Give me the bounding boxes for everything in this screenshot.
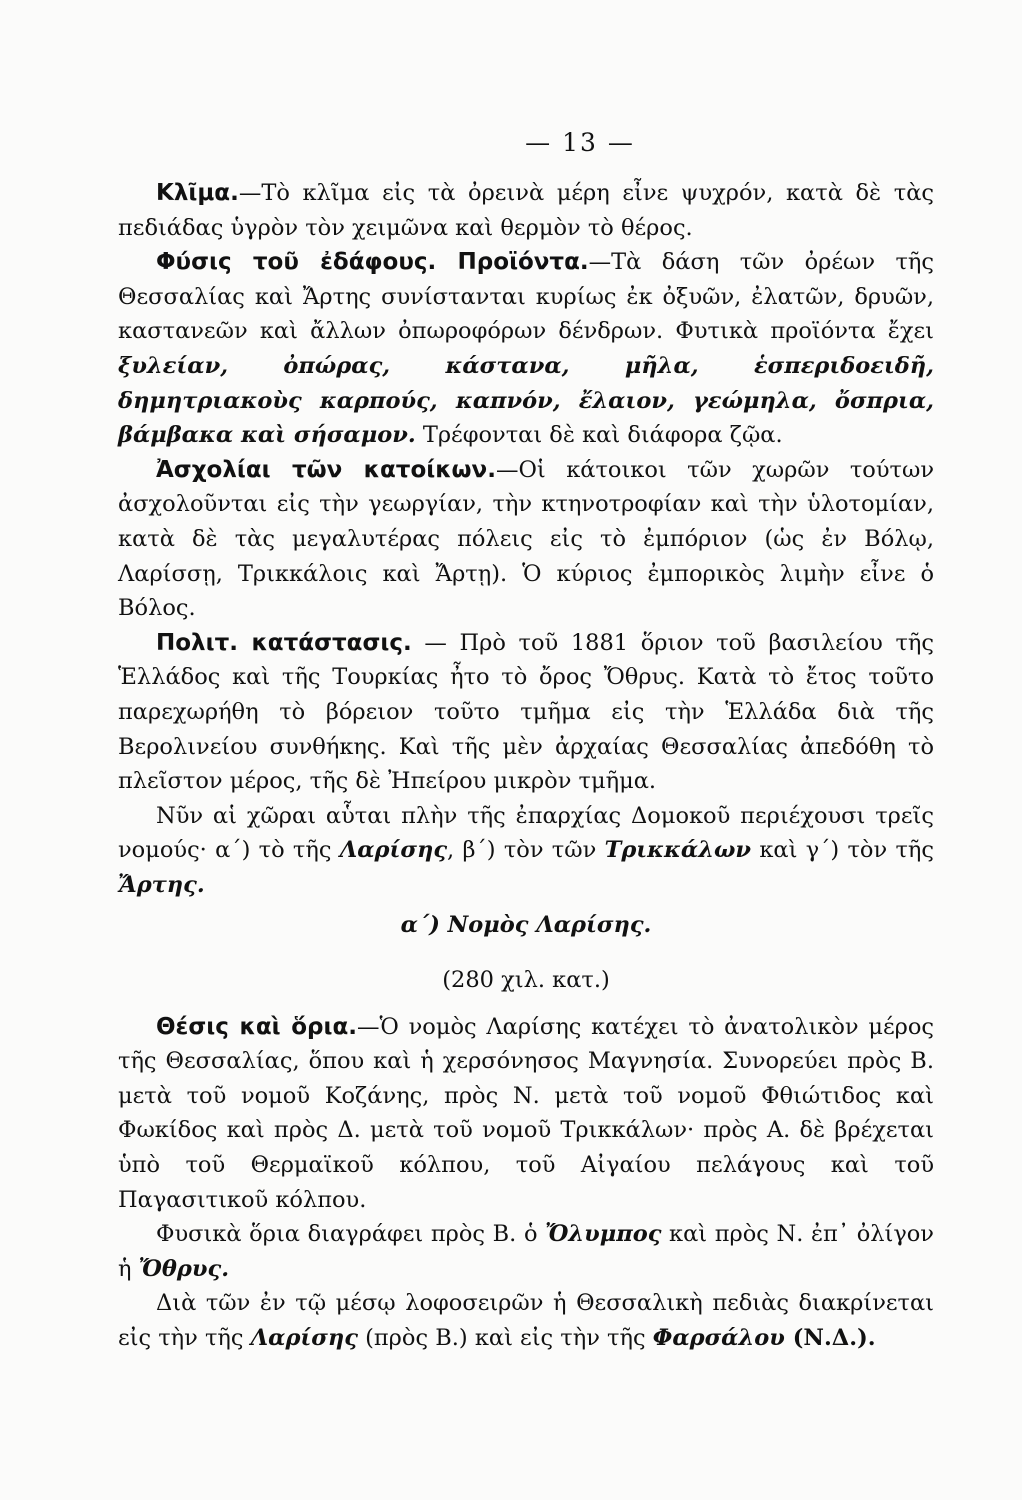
paragraph-occupations [118,453,934,626]
text-climate: —Τὸ κλῖμα εἰς τὰ ὀρεινὰ μέρη εἶνε ψυχρόν, κατὰ δὲ τὰς πεδιάδας ὑγρὸν τὸν χειμῶνα καὶ θερμὸν τὸ θέρος. [118,180,934,241]
paragraph-soil-products [118,245,934,453]
heading-political-status: Πολιτ. κατάστασις. [156,629,412,656]
paragraph-natural-borders [118,1217,934,1286]
text-soil-products: —Τὰ δάση τῶν ὀρέων τῆς Θεσσαλίας καὶ Ἄρτης συνίστανται κυρίως ἐκ ὀξυῶν, ἐλατῶν, δρυῶν, καστανεῶν καὶ ἄλλων ὀπωροφόρων δένδρων. Φυτικὰ προϊόντα ἔχει [118,249,934,345]
text-prefectures-1: Νῦν αἱ χῶραι αὗται πλὴν τῆς ἐπαρχίας Δομοκοῦ περιέχουσι τρεῖς νομούς· α΄) τὸ τῆς [118,802,934,864]
heading-occupations: Ἀσχολίαι τῶν κατοίκων. [156,456,496,483]
text-plain-3: (Ν.Δ.). [784,1325,876,1351]
paragraph-position-borders [118,1010,934,1218]
section-area: (280 χιλ. κατ.) [442,967,610,994]
name-olympus: Ὄλυμπος [545,1221,662,1248]
name-othrys: Ὄθρυς. [138,1255,230,1282]
section-title [118,908,934,943]
text-prefectures-3: καὶ γ΄) τὸν τῆς [751,837,934,864]
text-political-status: — Πρὸ τοῦ 1881 ὅριον τοῦ βασιλείου τῆς Ἑλλάδος καὶ τῆς Τουρκίας ἦτο τὸ ὄρος Ὄθρυς. Κατὰ τὸ ἔτος τοῦτο παρεχωρήθη τὸ βόρειον τοῦτο τμῆμα εἰς τὴν Ἑλλάδα διὰ τῆς Βερολινείου συνθήκης. Καὶ τῆς μὲν ἀρχαίας Θεσσαλίας ἀπεδόθη τὸ πλεῖστον μέρος, τῆς δὲ Ἠπείρου μικρὸν τμῆμα. [118,629,934,795]
heading-soil-products: Φύσις τοῦ ἐδάφους. Προϊόντα. [156,249,589,276]
heading-position-borders: Θέσις καὶ ὅρια. [156,1013,358,1040]
name-larisa: Λαρίσης [339,837,448,864]
name-farsala: Φαρσάλου [652,1325,785,1351]
text-plain-1: Διὰ τῶν ἐν τῷ μέσῳ λοφοσειρῶν ἡ Θεσσαλικὴ πεδιὰς διακρίνεται εἰς τὴν τῆς [118,1290,934,1351]
heading-climate: Κλῖμα. [156,180,239,206]
text-occupations: —Οἱ κάτοικοι τῶν χωρῶν τούτων ἀσχολοῦνται εἰς τὴν γεωργίαν, τὴν κτηνοτροφίαν καὶ τὴν ὑλοτομίαν, κατὰ δὲ τὰς μεγαλυτέρας πόλεις εἰς τὸ ἐμπόριον (ὡς ἐν Βόλῳ, Λαρίσσῃ, Τρικκάλοις καὶ Ἄρτῃ). Ὁ κύριος ἐμπορικὸς λιμὴν εἶνε ὁ Βόλος. [118,456,934,622]
paragraph-climate [118,176,934,245]
main-text [118,176,934,1356]
text-plain-2: (πρὸς Β.) καὶ εἰς τὴν τῆς [357,1325,653,1351]
paragraph-prefectures [118,799,934,903]
name-trikala: Τρικκάλων [604,837,752,864]
page-number: — 13 — [525,128,635,157]
name-larisa-plain: Λαρίσης [250,1325,358,1351]
text-natural-borders-2: καὶ πρὸς Ν. ἐπ᾽ ὀλίγον ἡ [118,1221,934,1282]
paragraph-political-status [118,626,934,799]
text-position-borders: —Ὁ νομὸς Λαρίσης κατέχει τὸ ἀνατολικὸν μέρος τῆς Θεσσαλίας, ὅπου καὶ ἡ χερσόνησος Μαγνησία. Συνορεύει πρὸς Β. μετὰ τοῦ νομοῦ Κοζάνης, πρὸς Ν. μετὰ τοῦ νομοῦ Φθιώτιδος καὶ Φωκίδος καὶ πρὸς Δ. μετὰ τοῦ νομοῦ Τρικκάλων· πρὸς Α. δὲ βρέχεται ὑπὸ τοῦ Θερμαϊκοῦ κόλπου, τοῦ Αἰγαίου πελάγους καὶ τοῦ Παγασιτικοῦ κόλπου. [118,1013,935,1213]
text-animals: Τρέφονται δὲ καὶ διάφορα ζῷα. [415,422,783,449]
name-arta: Ἄρτης. [118,871,205,898]
text-natural-borders-1: Φυσικὰ ὅρια διαγράφει πρὸς Β. ὁ [156,1221,546,1248]
paragraph-plain [118,1286,934,1355]
text-prefectures-2: , β΄) τὸν τῶν [447,837,605,864]
products-list: ξυλείαν, ὀπώρας, κάστανα, μῆλα, ἑσπεριδοειδῆ, δημητριακοὺς καρπούς, καπνόν, ἔλαιον, γεώμηλα, ὄσπρια, βάμβακα καὶ σήσαμον. [118,352,934,449]
section-title-text: α΄) Νομὸς Λαρίσης. [400,912,652,939]
